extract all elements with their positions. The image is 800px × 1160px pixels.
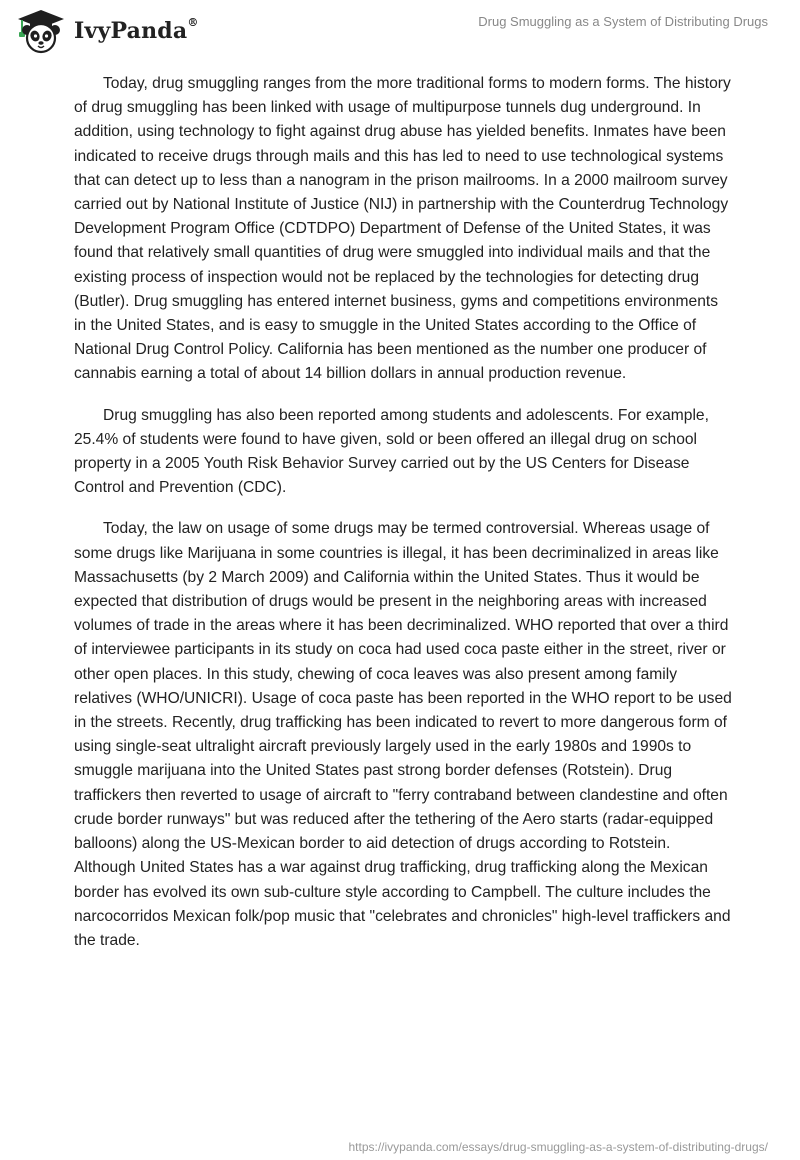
- paragraph-3: Today, the law on usage of some drugs may be termed controversial. Whereas usage of some drugs like Marijuana in some countries is illegal, it has been decriminalized in areas like Massachusetts (by 2 March 2009) and California within the United States. Thus it would be expected that distribution of drugs would be present in the neighboring areas with increased volumes of trade in the areas where it has been decriminalized. WHO reported that over a third of interviewee participants in its study on coca had used coca paste either in the street, river or other open places. In this study, chewing of coca leaves was also present among family relatives (WHO/UNICRI). Usage of coca paste has been reported in the WHO report to be used in the streets. Recently, drug trafficking has been indicated to revert to more dangerous form of using single-seat ultralight aircraft previously largely used in the early 1980s and 1990s to smuggle marijuana into the United States past strong border defenses (Rotstein). Drug traffickers then reverted to usage of aircraft to "ferry contraband between clandestine and often crude border runways" but was reduced after the tethering of the Aero starts (radar-equipped balloons) along the US-Mexican border to aid detection of drugs according to Rotstein. Although United States has a war against drug trafficking, drug trafficking along the Mexican border has evolved its own sub-culture style according to Campbell. The culture includes the narcocorridos Mexican folk/pop music that "celebrates and chronicles" high-level traffickers and the trade.: [74, 520, 732, 949]
- source-url-link[interactable]: https://ivypanda.com/essays/drug-smuggling-as-a-system-of-distributing-drugs/: [348, 1140, 768, 1154]
- panda-graduation-cap-icon: [14, 8, 68, 54]
- document-title: Drug Smuggling as a System of Distributing Drugs: [478, 14, 768, 29]
- registered-mark: ®: [187, 15, 199, 29]
- paragraph-1: Today, drug smuggling ranges from the more traditional forms to modern forms. The history of drug smuggling has been linked with usage of multipurpose tunnels dug underground. In addition, using technology to fight against drug abuse has yielded benefits. Inmates have been indicated to receive drugs through mails and this has led to need to use technological systems that can detect up to less than a nanogram in the prison mailrooms. In a 2000 mailroom survey carried out by National Institute of Justice (NIJ) in partnership with the Counterdrug Technology Development Program Office (CDTDPO) Department of Defense of the United States, it was found that relatively small quantities of drug were smuggled into individual mails and that the existing process of inspection would not be replaced by the technologies for detecting drug (Butler). Drug smuggling has entered internet business, gyms and competitions environments in the United States, and is easy to smuggle in the United States according to the Office of National Drug Control Policy. California has been mentioned as the number one producer of cannabis earning a total of about 14 billion dollars in annual production revenue.: [74, 75, 731, 383]
- paragraph-2: Drug smuggling has also been reported among students and adolescents. For example, 25.4% of students were found to have given, sold or been offered an illegal drug on school property in a 2005 Youth Risk Behavior Survey carried out by the US Centers for Disease Control and Prevention (CDC).: [74, 406, 709, 497]
- page-header: [0, 0, 800, 60]
- brand-name: IvyPanda®: [74, 15, 199, 44]
- essay-body: [74, 72, 734, 970]
- brand-logo[interactable]: [14, 8, 199, 54]
